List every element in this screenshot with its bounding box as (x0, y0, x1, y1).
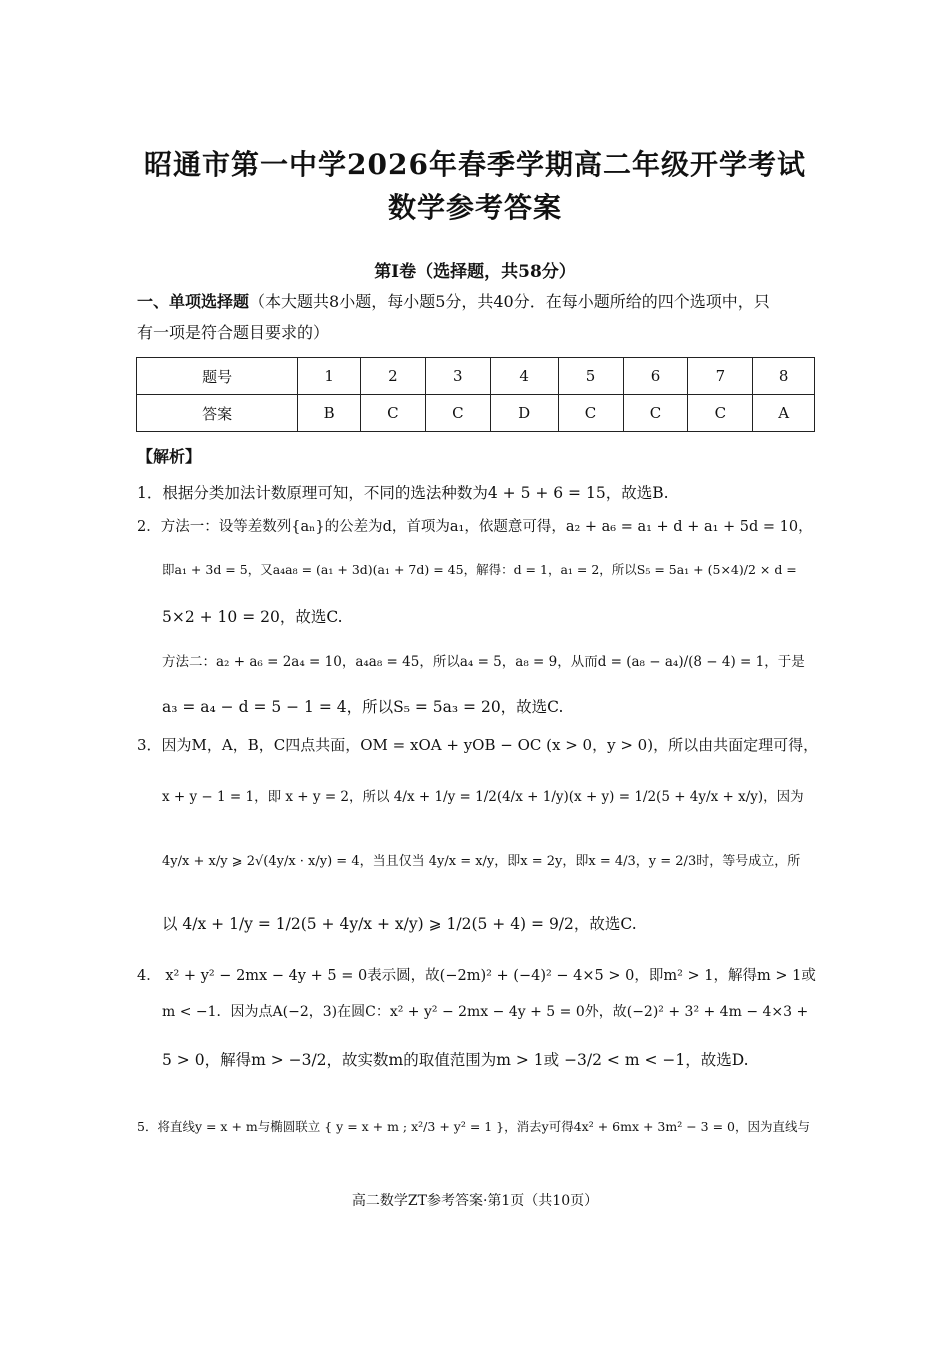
question-number: 7 (688, 358, 753, 395)
answer-cell: C (558, 395, 623, 432)
doc-title: 昭通市第一中学2026年春季学期高二年级开学考试 (144, 148, 806, 181)
solution-line: 即a₁ + 3d = 5，又a₄a₈ = (a₁ + 3d)(a₁ + 7d) = 45，解得：d = 1，a₁ = 2，所以S₅ = 5a₁ + (5×4)/2 × d = (162, 562, 797, 577)
answer-cell: B (298, 395, 361, 432)
solution-line: x + y − 1 = 1，即 x + y = 2，所以 4/x + 1/y = 1/2(4/x + 1/y)(x + y) = 1/2(5 + 4y/x + x/y)，因为 (162, 789, 804, 805)
answer-cell: A (753, 395, 815, 432)
solution-line: 5×2 + 10 = 20，故选C. (162, 608, 343, 626)
solution-line: 5．将直线y = x + m与椭圆联立 { y = x + m ; x²/3 + y² = 1 }，消去y可得4x² + 6mx + 3m² − 3 = 0，因为直线与 (137, 1119, 810, 1134)
table-row (137, 358, 815, 395)
part1-heading-label: 一、单项选择题 (137, 292, 250, 311)
solution-line: 2．方法一：设等差数列{aₙ}的公差为d，首项为a₁，依题意可得，a₂ + a₆ = a₁ + d + a₁ + 5d = 10， (137, 519, 813, 535)
answer-cell: C (623, 395, 688, 432)
section-title (0, 257, 950, 282)
page-footer: 高二数学ZT参考答案·第1页（共10页） (351, 1193, 599, 1209)
table-header-cell: 题号 (137, 358, 298, 395)
question-number: 5 (558, 358, 623, 395)
question-number: 1 (298, 358, 361, 395)
part1-heading-cont (137, 318, 817, 348)
solution-line: 5 > 0，解得m > −3/2，故实数m的取值范围为m > 1或 −3/2 < m < −1，故选D. (162, 1051, 749, 1069)
table-row (137, 395, 815, 432)
question-number: 4 (490, 358, 558, 395)
solution-line: 3．因为M，A，B，C四点共面，OM = xOA + yOB − OC (x > 0，y > 0)，所以由共面定理可得， (137, 736, 819, 754)
answer-cell: C (425, 395, 490, 432)
question-number: 2 (360, 358, 425, 395)
table-header-cell: 答案 (137, 395, 298, 432)
part1-desc: （本大题共8小题，每小题5分，共40分．在每小题所给的四个选项中，只 (249, 292, 770, 311)
question-number: 8 (753, 358, 815, 395)
solution-line: 4y/x + x/y ⩾ 2√(4y/x · x/y) = 4，当且仅当 4y/x = x/y，即x = 2y，即x = 4/3，y = 2/3时，等号成立，所 (162, 854, 801, 869)
solution-line: m < −1．因为点A(−2，3)在圆C：x² + y² − 2mx − 4y + 5 = 0外，故(−2)² + 3² + 4m − 4×3 + (162, 1004, 809, 1020)
solution-line: 方法二：a₂ + a₆ = 2a₄ = 10，a₄a₈ = 45，所以a₄ = 5，a₈ = 9，从而d = (a₈ − a₄)/(8 − 4) = 1，于是 (162, 654, 805, 670)
doc-subtitle: 数学参考答案 (387, 191, 562, 224)
solution-line: 以 4/x + 1/y = 1/2(5 + 4y/x + x/y) ⩾ 1/2(5 + 4) = 9/2，故选C. (162, 915, 637, 933)
answer-cell: C (688, 395, 753, 432)
analysis-label: 【解析】 (137, 447, 202, 466)
part1-desc-cont: 有一项是符合题目要求的） (137, 323, 330, 342)
answer-table (136, 357, 815, 432)
answer-cell: D (490, 395, 558, 432)
section-title-text: 第Ⅰ卷（选择题，共58分） (374, 262, 576, 282)
solution-line: 4． x² + y² − 2mx − 4y + 5 = 0表示圆，故(−2m)² + (−4)² − 4×5 > 0，即m² > 1，解得m > 1或 (137, 968, 816, 984)
question-number: 6 (623, 358, 688, 395)
part1-heading (137, 287, 817, 317)
solution-line: a₃ = a₄ − d = 5 − 1 = 4，所以S₅ = 5a₃ = 20，故选C. (162, 698, 564, 716)
question-number: 3 (425, 358, 490, 395)
solution-line: 1．根据分类加法计数原理可知，不同的选法种数为4 + 5 + 6 = 15，故选B. (137, 484, 669, 502)
answer-cell: C (360, 395, 425, 432)
